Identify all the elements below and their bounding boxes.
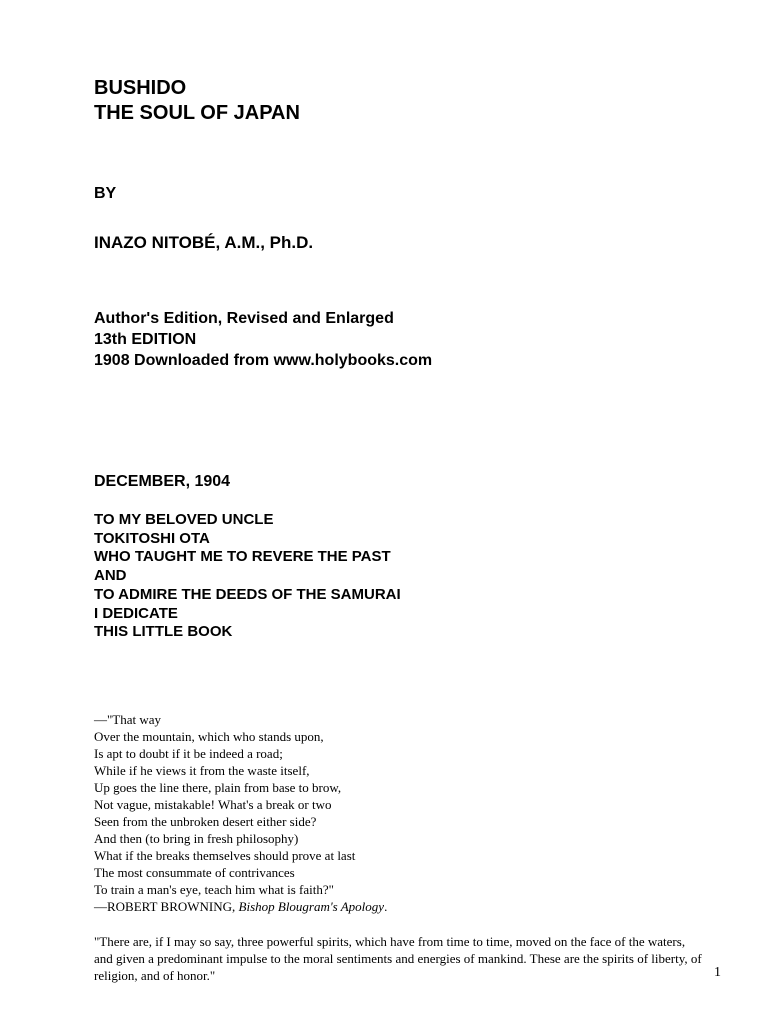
title-line-1: BUSHIDO <box>94 77 187 99</box>
poem-line: Up goes the line there, plain from base to brow, <box>94 780 342 795</box>
edition-info <box>94 308 432 371</box>
poem-attribution <box>94 898 387 915</box>
dedication-date: DECEMBER, 1904 <box>94 473 231 490</box>
epigraph-poem <box>94 711 387 915</box>
page-number: 1 <box>714 965 721 980</box>
poem-line: While if he views it from the waste itself, <box>94 763 310 778</box>
dedication-line: TO ADMIRE THE DEEDS OF THE SAMURAI <box>94 585 401 603</box>
title-line-2: THE SOUL OF JAPAN <box>94 102 300 124</box>
poem-line: —"That way <box>94 712 162 727</box>
dedication-line: TO MY BELOVED UNCLE <box>94 511 274 528</box>
dedication-line: TOKITOSHI OTA <box>94 529 210 547</box>
poem-line: Seen from the unbroken desert either side? <box>94 814 317 829</box>
author-name: INAZO NITOBÉ, A.M., Ph.D. <box>94 233 314 252</box>
dedication <box>94 511 401 642</box>
poem-line: And then (to bring in fresh philosophy) <box>94 831 299 846</box>
poem-line: What if the breaks themselves should prove at last <box>94 848 356 863</box>
attribution-end: . <box>384 899 388 914</box>
epigraph-quote: "There are, if I may so say, three powerful spirits, which have from time to time, moved on the face of the waters, and given a predominant impulse to the moral sentiments and energies of mankind. These are the spirits of liberty, of religion, and of honor." <box>94 934 702 983</box>
dedication-line: AND <box>94 567 127 585</box>
book-title <box>94 76 300 126</box>
poem-line: To train a man's eye, teach him what is faith?" <box>94 882 334 897</box>
poem-line: Not vague, mistakable! What's a break or two <box>94 797 332 812</box>
dedication-line: WHO TAUGHT ME TO REVERE THE PAST <box>94 548 391 566</box>
edition-line-1: Author's Edition, Revised and Enlarged <box>94 310 394 327</box>
attribution-author: —ROBERT BROWNING, <box>94 899 239 914</box>
dedication-line: I DEDICATE <box>94 604 178 622</box>
poem-line: The most consummate of contrivances <box>94 865 295 880</box>
poem-line: Over the mountain, which who stands upon, <box>94 729 324 744</box>
poem-line: Is apt to doubt if it be indeed a road; <box>94 746 283 761</box>
dedication-line: THIS LITTLE BOOK <box>94 623 233 641</box>
edition-line-2: 13th EDITION <box>94 331 197 348</box>
by-label: BY <box>94 185 117 202</box>
attribution-work: Bishop Blougram's Apology <box>238 899 385 914</box>
edition-line-3: 1908 Downloaded from www.holybooks.com <box>94 352 433 369</box>
